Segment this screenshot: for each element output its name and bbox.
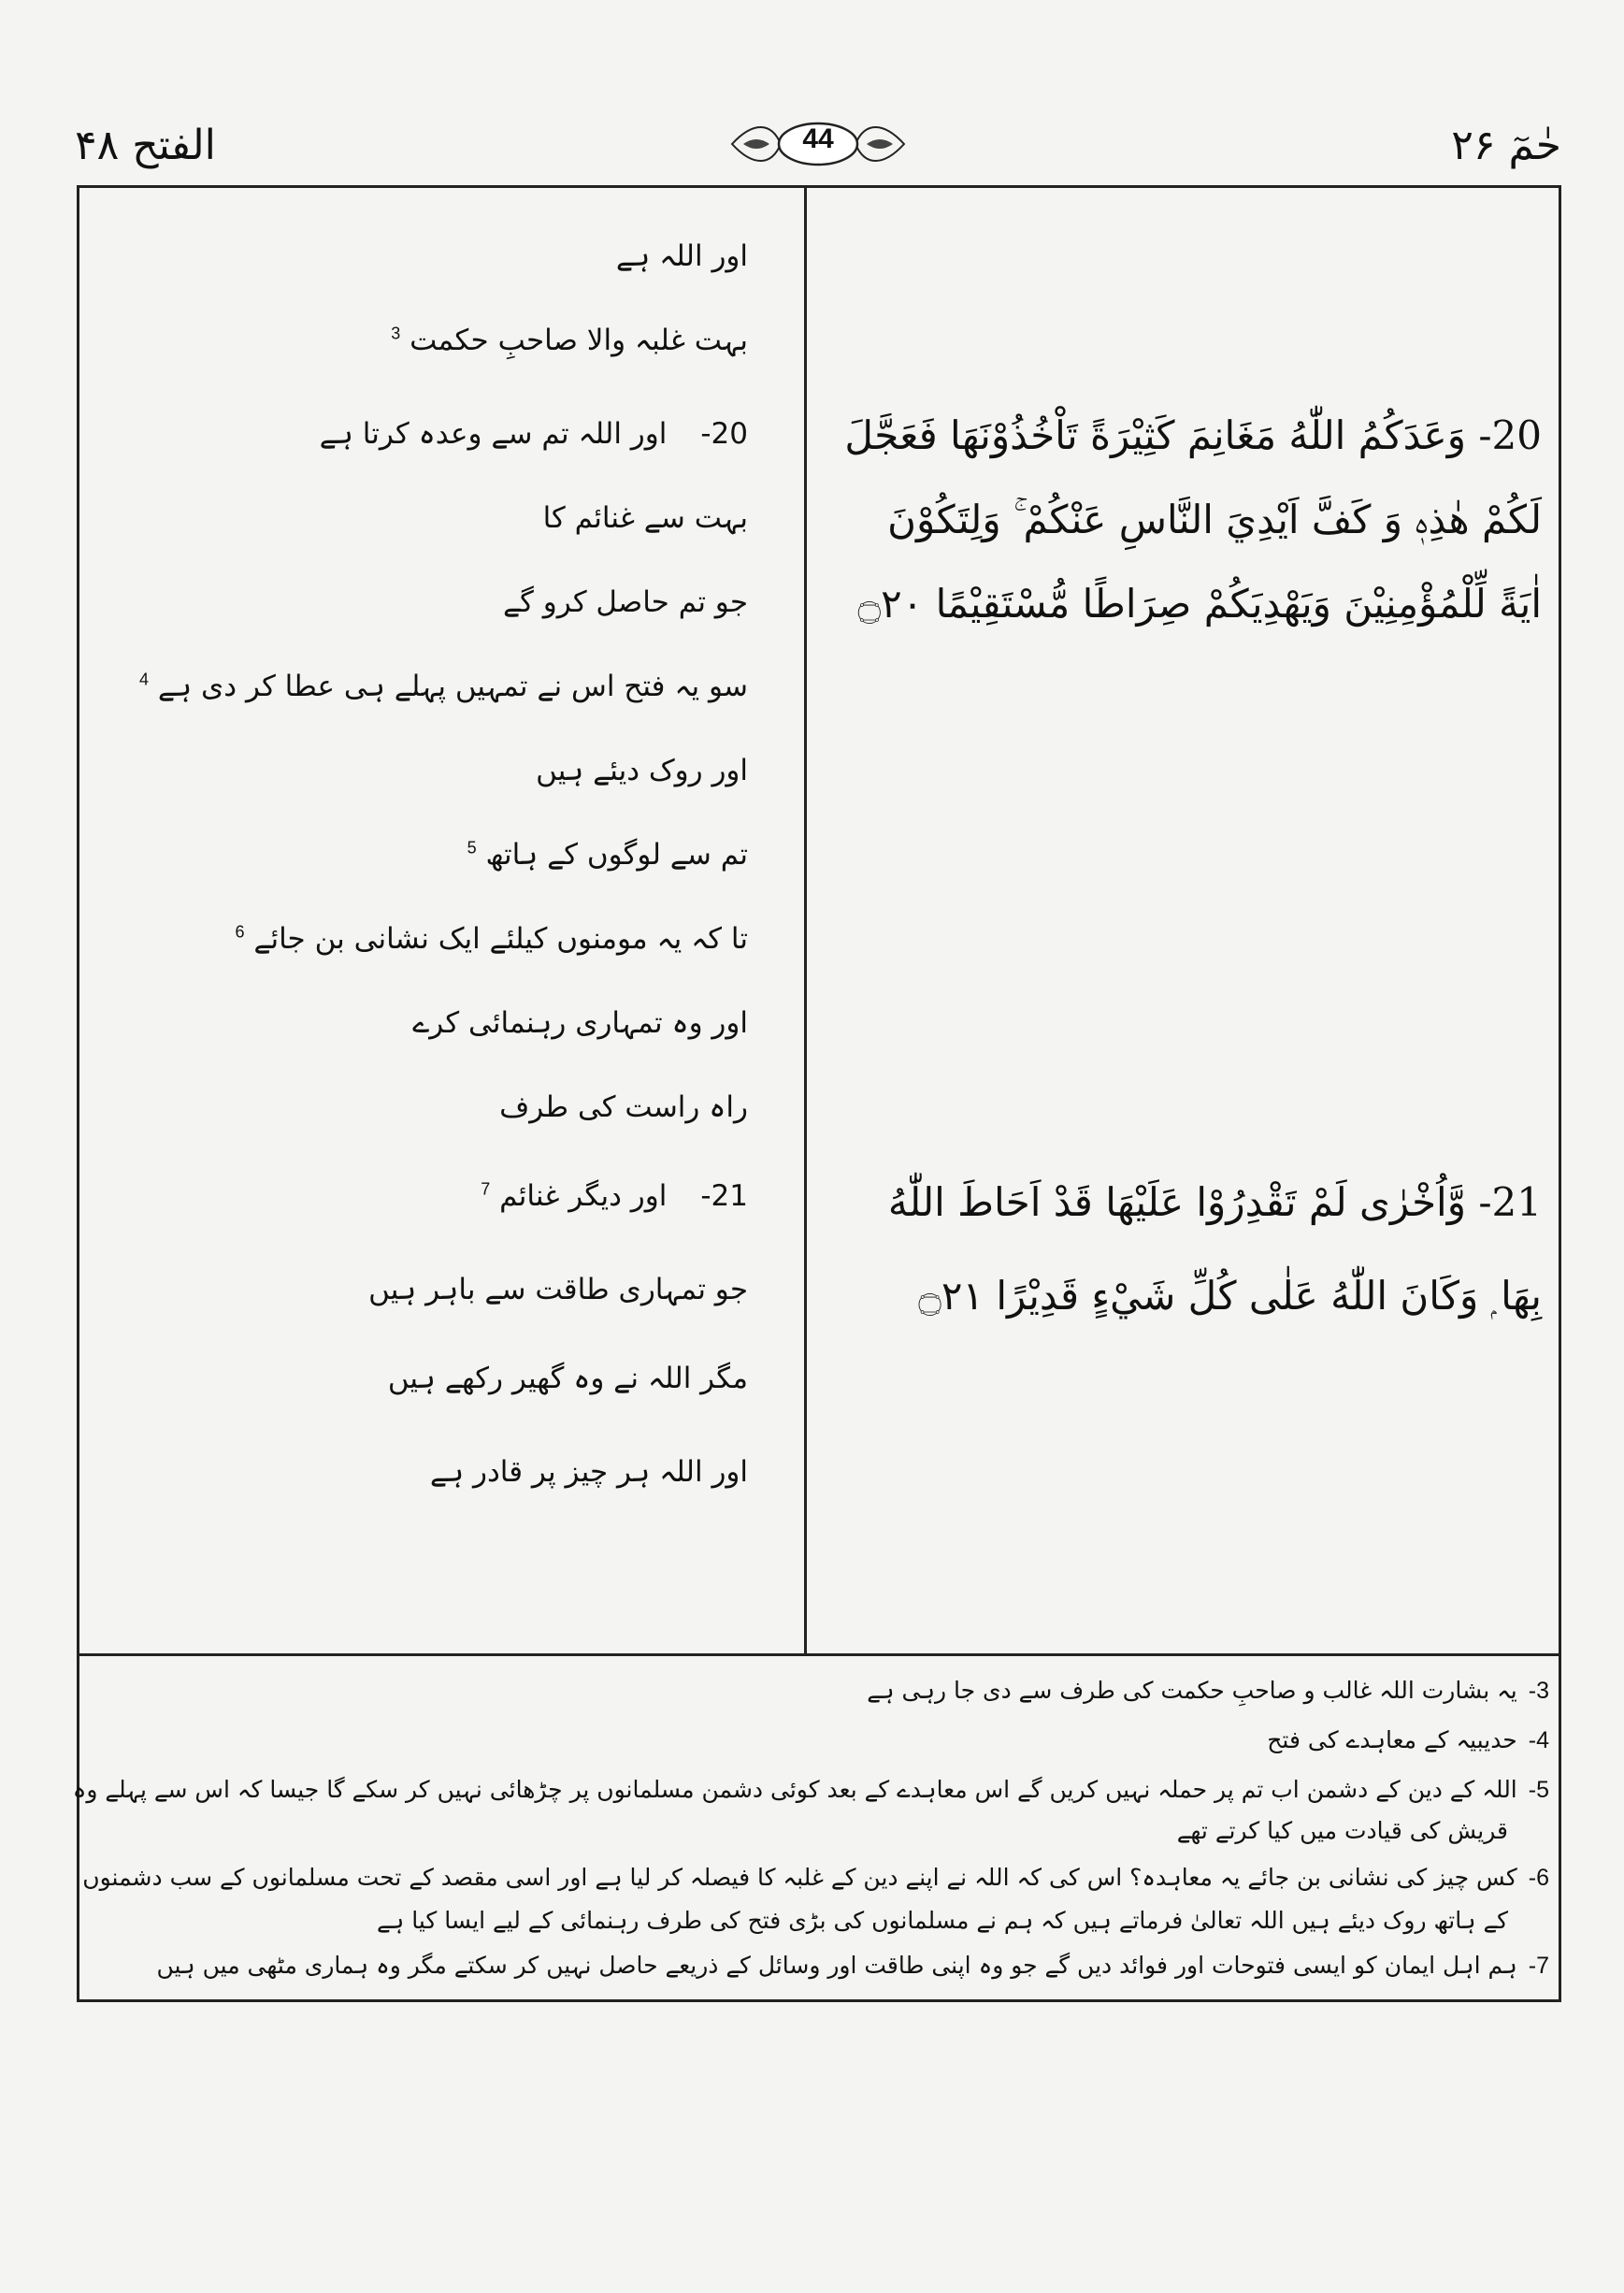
urdu-line: جو تم حاصل کرو گے: [502, 585, 748, 619]
juz-name: حٰمٓ ۲۶: [1451, 122, 1561, 169]
urdu-line: راہ راست کی طرف: [499, 1090, 748, 1124]
urdu-line: اور اللہ ہے: [615, 239, 748, 273]
surah-name: الفتح ۴۸: [75, 122, 216, 169]
urdu-line: اور وہ تمہاری رہنمائی کرے: [412, 1006, 748, 1040]
footnote: 5-اللہ کے دین کے دشمن اب تم پر حملہ نہیں کریں گے اس معاہدے کے بعد کوئی دشمن مسلمانوں پر چڑھائی نہیں کر سکے گا جیسا کہ اس سے پہلے وہ: [72, 1776, 1549, 1803]
footnotes-section: [72, 1656, 1561, 2002]
urdu-line: بہت سے غنائم کا: [542, 501, 748, 535]
urdu-line: 21-اور دیگر غنائم $^7$: [481, 1179, 748, 1213]
footnote-continuation: کے ہاتھ روک دیئے ہیں اللہ تعالیٰ فرماتے ہیں کہ ہم نے مسلمانوں کی بڑی فتح کی طرف رہنمائی کے لیے ایسا کیا ہے: [377, 1907, 1508, 1934]
ayah-number: 20-: [700, 417, 748, 451]
footnote: 7-ہم اہل ایمان کو ایسی فتوحات اور فوائد دیں گے جو وہ اپنی طاقت اور وسائل کے ذریعے حاصل نہیں کر سکتے مگر وہ ہماری مٹھی میں ہیں: [156, 1952, 1549, 1979]
arabic-verse-line: بِهَا ۭ وَكَانَ اللّٰهُ عَلٰى كُلِّ شَيْءٍ قَدِيْرًا ۝٢١: [918, 1273, 1542, 1319]
arabic-verse-line: 20- وَعَدَكُمُ اللّٰهُ مَغَانِمَ كَثِيْرَةً تَاْخُذُوْنَهَا فَعَجَّلَ: [844, 412, 1542, 458]
arabic-verse-line: اٰيَةً لِّلْمُؤْمِنِيْنَ وَيَهْدِيَكُمْ صِرَاطًا مُّسْتَقِيْمًا ۝٢٠: [857, 581, 1542, 627]
arabic-verse-line: 21- وَّاُخْرٰى لَمْ تَقْدِرُوْا عَلَيْهَا قَدْ اَحَاطَ اللّٰهُ: [887, 1179, 1542, 1225]
page-number: 44: [802, 123, 834, 154]
urdu-line: جو تمہاری طاقت سے باہر ہیں: [368, 1273, 748, 1306]
arabic-verse-line: لَكُمْ هٰذِهٖ وَ كَفَّ اَيْدِيَ النَّاسِ عَنْكُمْ ۚ وَلِتَكُوْنَ: [887, 497, 1542, 542]
arabic-text-column: [807, 188, 1559, 1653]
footnote: 6-کس چیز کی نشانی بن جائے یہ معاہدہ؟ اس کی کہ اللہ نے اپنے دین کے غلبہ کا فیصلہ کر لیا ہے اور اسی مقصد کے تحت مسلمانوں کے سب دشمنوں: [82, 1864, 1549, 1891]
urdu-line: مگر اللہ نے وہ گھیر رکھے ہیں: [387, 1362, 748, 1395]
footnote: 3-یہ بشارت اللہ غالب و صاحبِ حکمت کی طرف سے دی جا رہی ہے: [867, 1677, 1549, 1704]
urdu-translation-column: [79, 188, 804, 1653]
urdu-line: تا کہ یہ مومنوں کیلئے ایک نشانی بن جائے $^6$: [235, 922, 748, 956]
urdu-line: بہت غلبہ والا صاحبِ حکمت $^3$: [391, 324, 748, 357]
footnote-continuation: قریش کی قیادت میں کیا کرتے تھے: [1176, 1817, 1508, 1844]
urdu-line: تم سے لوگوں کے ہاتھ $^5$: [467, 838, 748, 872]
urdu-line: سو یہ فتح اس نے تمہیں پہلے ہی عطا کر دی ہے $^4$: [138, 670, 748, 703]
urdu-line: اور اللہ ہر چیز پر قادر ہے: [429, 1455, 748, 1489]
page-number-badge: [725, 118, 912, 170]
ayah-number: 21-: [700, 1179, 748, 1213]
urdu-line: اور روک دیئے ہیں: [536, 754, 748, 787]
urdu-line: 20-اور اللہ تم سے وعدہ کرتا ہے: [319, 417, 748, 451]
footnote: 4-حدیبیہ کے معاہدے کی فتح: [1267, 1726, 1549, 1753]
content-frame: [77, 185, 1561, 1656]
page-header: [75, 112, 1561, 187]
